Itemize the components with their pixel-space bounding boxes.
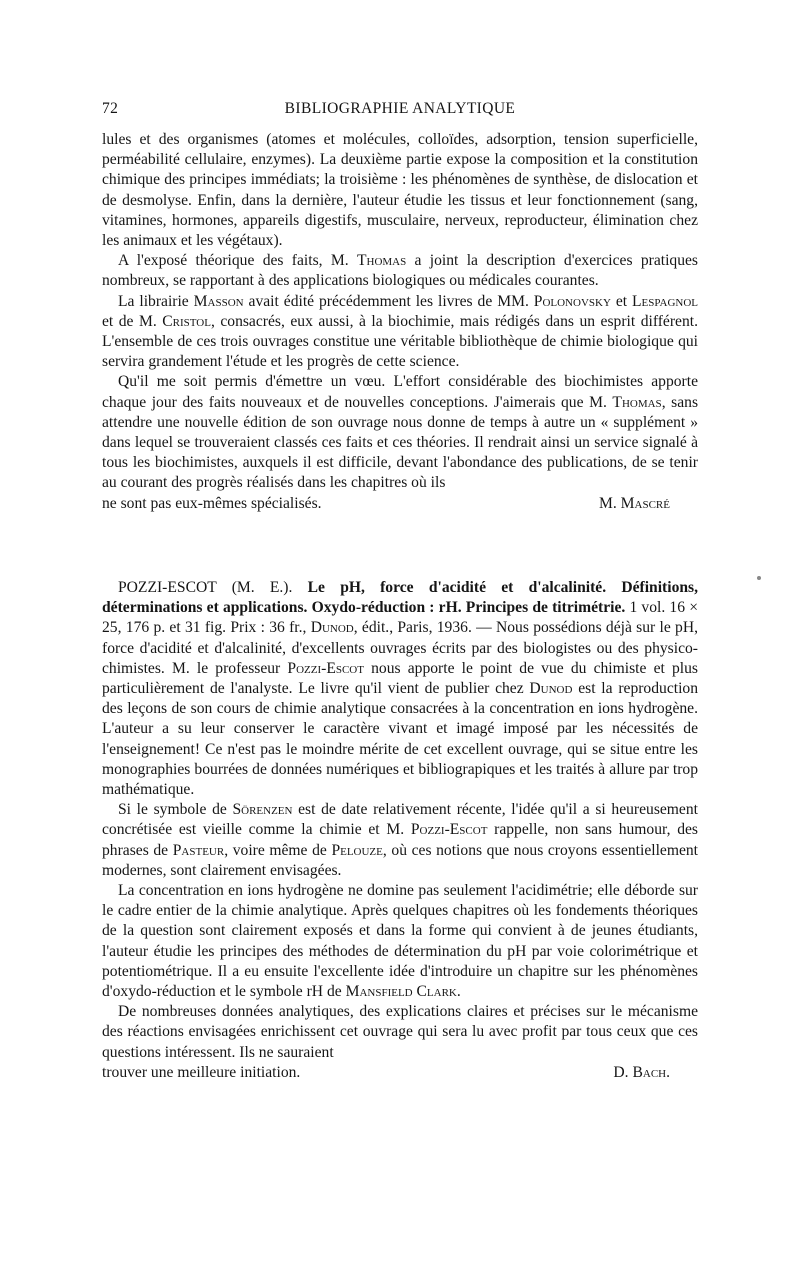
reviewer-signature: D. Bach. (613, 1063, 670, 1081)
publisher-name: Masson (193, 292, 244, 310)
person-name: Thomas (356, 252, 407, 270)
review-1-paragraph-2: A l'exposé théorique des faits, M. Thomas a joint la description d'exercices pratiques nombreux, se rapportant à des applications biologiques ou médicales courantes. (102, 252, 698, 290)
review-1-paragraph-3: La librairie Masson avait édité précédemment les livres de MM. Polonovsky et Lespagnol et de M. Cristol, consacrés, eux aussi, à la biochimie, mais rédigés dans un esprit différent. L'ensemble de ces trois ouvrages constitue une véritable bibliothèque de chimie biologique qui servira grandement l'étude et les progrès de cette science. (102, 292, 698, 371)
book-title: Le pH, force d'acidité et d'alcalinité. Définitions, déterminations et applications. Oxydo-réduction : rH. Principes de titrimétrie. (102, 579, 699, 617)
person-name: Sörenzen (232, 801, 293, 819)
review-1-paragraph-4: Qu'il me soit permis d'émettre un vœu. L'effort considérable des biochimistes apporte chaque jour des faits nouveaux et de nouvelles conceptions. J'aimerais que M. Thomas, sans attendre une nouvelle édition de son ouvrage nous donne de temps à autre un « supplément » dans lequel se trouveraient classés ces faits et ces théories. Il rendrait ainsi un service signalé à tous les biochimistes, auxquels il est difficile, devant l'abondance des publications, de se tenir au courant des progrès réalisés dans les chapitres où ils (102, 373, 699, 492)
margin-dot (757, 576, 761, 580)
review-2-closing-line: trouver une meilleure initiation. D. Bach. (102, 1063, 698, 1083)
running-head (102, 100, 698, 122)
person-name: Lespagnol (632, 292, 698, 310)
review-1-closing-line: ne sont pas eux-mêmes spécialisés. M. Mascré (102, 494, 698, 514)
person-name: Polonovsky (533, 292, 611, 310)
running-title: BIBLIOGRAPHIE ANALYTIQUE (284, 100, 516, 117)
publisher-name: Dunod (310, 619, 354, 637)
review-pozzi-escot (102, 578, 698, 1083)
review-2-paragraph-2: Si le symbole de Sörenzen est de date relativement récente, l'idée qu'il a si heureusement concrétisée est vieille comme la chimie et M. Pozzi-Escot rappelle, non sans humour, des phrases de Pasteur, voire même de Pelouze, où ces notions que nous croyons essentiellement modernes, sont clairement envisagées. (102, 801, 699, 879)
review-2-paragraph-4: De nombreuses données analytiques, des explications claires et précises sur le mécanisme des réactions envisagées enrichissent cet ouvrage qui sera lu avec profit par tous ceux que ces questions intéressent. Ils ne sauraient (102, 1003, 698, 1061)
review-1-paragraph-1: lules et des organismes (atomes et molécules, colloïdes, adsorption, tension superficielle, perméabilité cellulaire, enzymes). La deuxième partie expose la composition et la constitution chimique des principes immédiats; la troisième : les phénomènes de synthèse, de dislocation et de desmolyse. Enfin, dans la dernière, l'auteur étudie les tissus et leur fonctionnement (sang, vitamines, hormones, appareils digestifs, musculaire, nerveux, reproducteur, élimination chez les animaux et les végétaux). (102, 131, 698, 250)
page-number: 72 (102, 100, 119, 117)
review-thomas-biochimie (102, 130, 698, 514)
review-2-paragraph-3: La concentration en ions hydrogène ne domine pas seulement l'acidimétrie; elle déborde sur le cadre entier de la chimie analytique. Après quelques chapitres où les fondements théoriques de la question sont clairement exposés et dans la forme qui convient à de jeunes étudiants, l'auteur étudie les principes des méthodes de détermination du pH par voie colorimétrique et potentiométrique. Il a eu ensuite l'excellente idée d'introduire un chapitre sur les phénomènes d'oxydo-réduction et le symbole rH de Mansfield Clark. (102, 882, 698, 1001)
person-name: Pelouze (331, 841, 383, 859)
person-name: Pozzi-Escot (410, 821, 488, 839)
person-name: Pozzi-Escot (287, 659, 364, 677)
book-author: POZZI-ESCOT (M. E.). (118, 579, 308, 596)
publisher-name: Dunod (529, 680, 573, 698)
person-name: Pasteur (172, 841, 225, 859)
reviewer-signature: M. Mascré (599, 494, 670, 512)
person-name: Mansfield Clark (345, 983, 457, 1001)
person-name: Thomas (612, 393, 662, 411)
person-name: Cristol (162, 312, 211, 330)
review-2-paragraph-1: POZZI-ESCOT (M. E.). Le pH, force d'acidité et d'alcalinité. Définitions, déterminations et applications. Oxydo-réduction : rH. Principes de titrimétrie. 1 vol. 16 × 25, 176 p. et 31 fig. Prix : 36 fr., Dunod, édit., Paris, 1936. — Nous possédions déjà sur le pH, force d'acidité et d'alcalinité, d'excellents ouvrages écrits par des biologistes ou des physico-chimistes. M. le professeur Pozzi-Escot nous apporte le point de vue du chimiste et plus particulièrement de l'analyste. Le livre qu'il vient de publier chez Dunod est la reproduction des leçons de son cours de chimie analytique consacrées à la concentration en ions hydrogène. L'auteur a su leur conserver le caractère vivant et imagé imposé par les nécessités de l'enseignement! Ce n'est pas le moindre mérite de cet excellent ouvrage, qui se situe entre les monographies bourrées de données numériques et bibliograpiques et les traités à allure par trop mathématique. (102, 579, 699, 799)
